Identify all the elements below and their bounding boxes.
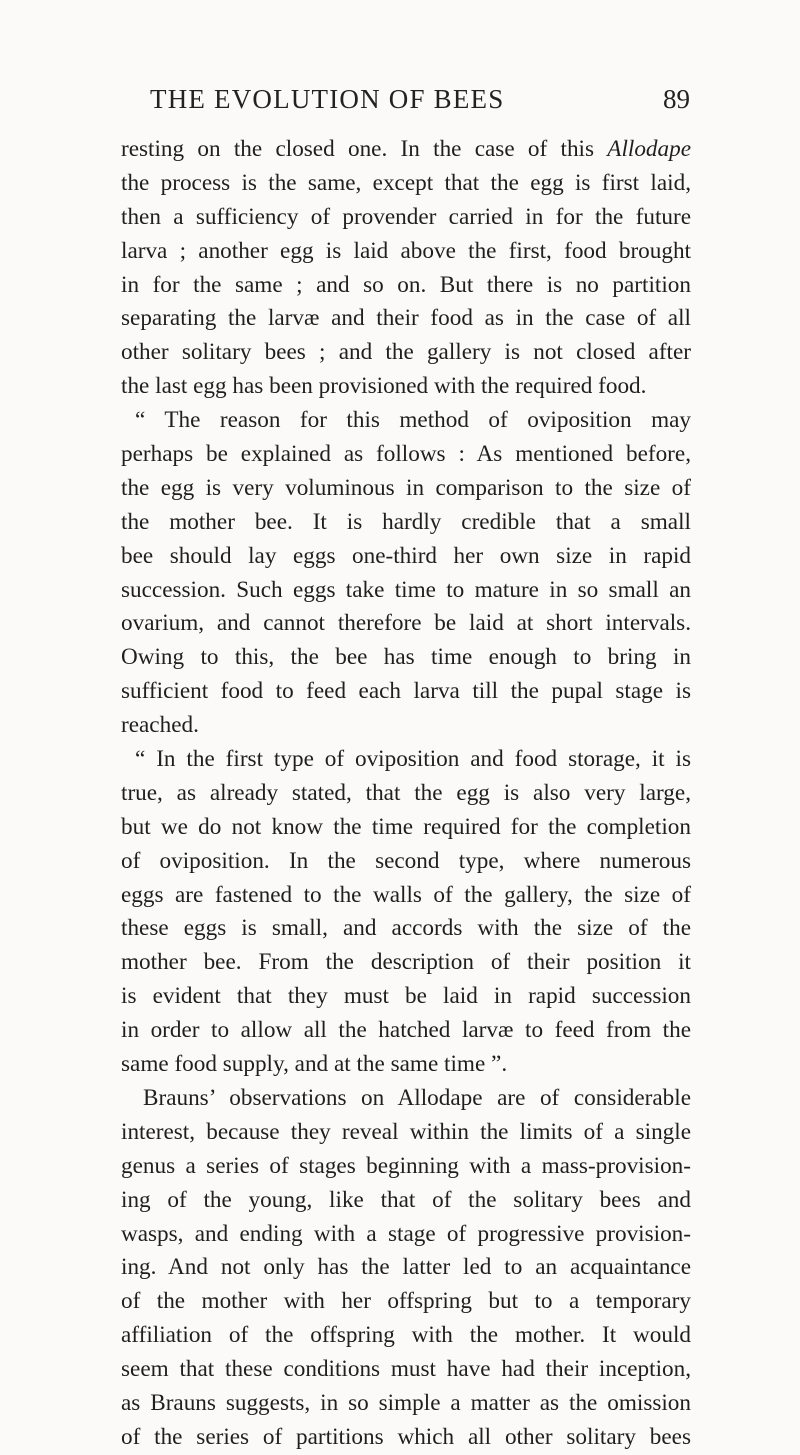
line-text: ing. And not only has the latter led to an acquaintance xyxy=(121,1254,691,1281)
text-line xyxy=(121,302,691,336)
text-line xyxy=(121,1353,691,1387)
italic-term: Allodape xyxy=(607,136,691,162)
text-line xyxy=(121,777,691,811)
line-text: other solitary bees ; and the gallery is not closed after xyxy=(121,339,691,366)
text-line xyxy=(121,235,691,269)
line-text: mother bee. From the description of their position it xyxy=(121,949,691,976)
line-text: as Brauns suggests, in so simple a matter as the omission xyxy=(121,1389,691,1416)
text-line xyxy=(121,1387,691,1421)
line-text: Owing to this, the bee has time enough to bring in xyxy=(121,644,691,671)
line-text: same food supply, and at the same time ”. xyxy=(121,1051,508,1078)
line-text: the last egg has been provisioned with the required food. xyxy=(121,373,647,400)
line-text: “ The reason for this method of oviposition may xyxy=(135,407,691,434)
text-line xyxy=(121,1150,691,1184)
text-line xyxy=(121,607,691,641)
text-line xyxy=(121,1251,691,1285)
text-line xyxy=(121,912,691,946)
text-line xyxy=(121,167,691,201)
running-title: THE EVOLUTION OF BEES xyxy=(150,84,505,114)
line-text: true, as already stated, that the egg is also very large, xyxy=(121,779,691,806)
text-line xyxy=(121,1082,691,1116)
text-line xyxy=(121,845,691,879)
line-text: eggs are fastened to the walls of the gallery, the size of xyxy=(121,881,691,908)
text-line xyxy=(121,743,691,777)
line-text: interest, because they reveal within the limits of a single xyxy=(121,1118,691,1145)
text-line xyxy=(121,438,691,472)
line-text: then a sufficiency of provender carried in for the future xyxy=(121,203,691,230)
line-text: seem that these conditions must have had their inception, xyxy=(121,1356,691,1383)
line-text: in order to allow all the hatched larvæ to feed from the xyxy=(121,1017,691,1044)
text-line xyxy=(121,336,691,370)
text-line xyxy=(121,574,691,608)
line-text: Brauns’ observations on Allodape are of considerable xyxy=(143,1084,691,1111)
text-line xyxy=(121,472,691,506)
line-text: genus a series of stages beginning with a mass-provision- xyxy=(121,1152,691,1179)
text-line xyxy=(121,506,691,540)
text-line xyxy=(121,879,691,913)
body-text xyxy=(121,133,691,1455)
line-text: ovarium, and cannot therefore be laid at short intervals. xyxy=(121,610,691,637)
line-text: is evident that they must be laid in rapid succession xyxy=(121,983,691,1010)
line-text: the process is the same, except that the egg is first laid, xyxy=(121,169,691,196)
text-line xyxy=(121,1116,691,1150)
line-text: “ In the first type of oviposition and food storage, it is xyxy=(135,746,691,773)
line-text: resting on the closed one. In the case of this xyxy=(121,136,608,162)
line-text: ing of the young, like that of the solitary bees and xyxy=(121,1186,691,1213)
text-line xyxy=(121,1048,691,1082)
line-text: perhaps be explained as follows : As mentioned before, xyxy=(121,441,691,468)
text-line xyxy=(121,269,691,303)
running-header xyxy=(150,84,690,124)
text-line xyxy=(121,540,691,574)
text-line xyxy=(121,1319,691,1353)
line-text: wasps, and ending with a stage of progressive provision- xyxy=(121,1220,691,1247)
line-text: the egg is very voluminous in comparison to the size of xyxy=(121,474,691,501)
text-line xyxy=(121,709,691,743)
text-line xyxy=(121,1285,691,1319)
line-text: bee should lay eggs one-third her own size in rapid xyxy=(121,542,691,569)
line-text: the mother bee. It is hardly credible that a small xyxy=(121,508,691,535)
line-text: larva ; another egg is laid above the first, food brought xyxy=(121,237,691,264)
line-text: of oviposition. In the second type, where numerous xyxy=(121,847,691,874)
text-line xyxy=(121,1184,691,1218)
line-text: of the mother with her offspring but to a temporary xyxy=(121,1288,691,1315)
text-line xyxy=(121,1014,691,1048)
line-text: affiliation of the offspring with the mother. It would xyxy=(121,1322,691,1349)
text-line xyxy=(121,133,691,167)
line-text: of the series of partitions which all other solitary bees xyxy=(121,1423,691,1450)
text-line xyxy=(121,201,691,235)
text-line xyxy=(121,980,691,1014)
text-line xyxy=(121,1218,691,1252)
line-text: separating the larvæ and their food as in the case of all xyxy=(121,305,691,332)
line-text: but we do not know the time required for the completion xyxy=(121,813,691,840)
text-line xyxy=(121,946,691,980)
line-text: in for the same ; and so on. But there is no partition xyxy=(121,271,691,298)
text-line xyxy=(121,641,691,675)
line-text: sufficient food to feed each larva till the pupal stage is xyxy=(121,678,691,705)
text-line xyxy=(121,404,691,438)
line-text: these eggs is small, and accords with the size of the xyxy=(121,915,691,942)
text-line xyxy=(121,811,691,845)
text-line xyxy=(121,675,691,709)
text-line xyxy=(121,1421,691,1455)
line-text: reached. xyxy=(121,712,199,739)
text-line xyxy=(121,370,691,404)
line-text: succession. Such eggs take time to mature in so small an xyxy=(121,576,691,603)
page-number: 89 xyxy=(663,84,690,114)
